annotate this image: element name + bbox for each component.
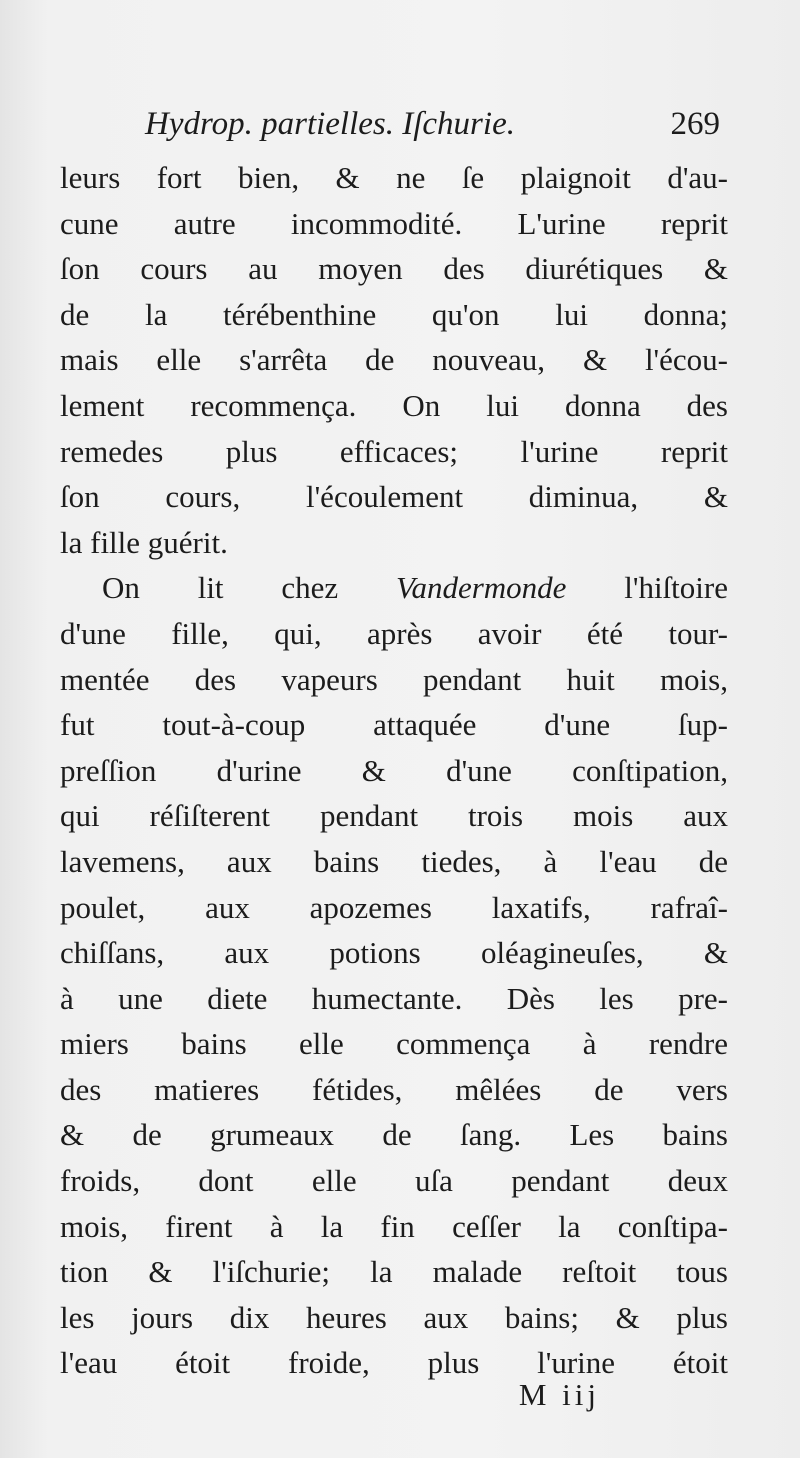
text-line: fut tout-à-coup attaquée d'une ſup- xyxy=(60,707,728,743)
text-line: à une diete humectante. Dès les pre- xyxy=(60,980,728,1016)
text-line: chiſſans, aux potions oléagineuſes, & xyxy=(60,935,728,971)
text-line: les jours dix heures aux bains; & plus xyxy=(60,1299,728,1335)
text-line: mois, firent à la fin ceſſer la conſtipa- xyxy=(60,1208,728,1244)
text-run: l'hiſtoire xyxy=(566,570,728,606)
author-name: Vandermonde xyxy=(395,570,567,606)
text-line: mais elle s'arrêta de nouveau, & l'écou- xyxy=(60,342,728,378)
text-line: lavemens, aux bains tiedes, à l'eau de xyxy=(60,843,728,879)
text-line: cune autre incommodité. L'urine reprit xyxy=(60,205,728,241)
text-line: qui réſiſterent pendant trois mois aux xyxy=(60,798,728,834)
text-line: de la térébenthine qu'on lui donna; xyxy=(60,296,728,332)
text-line: ſon cours au moyen des diurétiques & xyxy=(60,251,728,287)
text-line: ſon cours, l'écoulement diminua, & xyxy=(60,479,728,515)
text-line: leurs fort bien, & ne ſe plaignoit d'au- xyxy=(60,160,728,195)
text-line: & de grumeaux de ſang. Les bains xyxy=(60,1117,728,1153)
text-line: lement recommença. On lui donna des xyxy=(60,387,728,423)
text-run: On lit chez xyxy=(102,570,396,606)
text-line: miers bains elle commença à rendre xyxy=(60,1026,728,1062)
text-line: preſſion d'urine & d'une conſtipation, xyxy=(60,752,728,788)
text-line: d'une fille, qui, après avoir été tour- xyxy=(60,615,728,651)
text-line: mentée des vapeurs pendant huit mois, xyxy=(60,661,728,697)
text-line: des matieres fétides, mêlées de vers xyxy=(60,1071,728,1107)
signature-mark: M iij xyxy=(518,1377,600,1412)
paragraph-first-line xyxy=(60,565,728,611)
text-line: tion & l'iſchurie; la malade reſtoit tous xyxy=(60,1254,728,1290)
text-line: l'eau étoit froide, plus l'urine étoit xyxy=(60,1345,728,1381)
text-line: froids, dont elle uſa pendant deux xyxy=(60,1163,728,1199)
text-line: poulet, aux apozemes laxatifs, rafraî- xyxy=(60,889,728,925)
text-line: remedes plus efficaces; l'urine reprit xyxy=(60,433,728,469)
text-line: la fille guérit. xyxy=(60,524,228,560)
body-text xyxy=(60,155,728,1386)
running-title: Hydrop. partielles. Iſchurie. xyxy=(145,106,515,142)
running-head xyxy=(60,100,720,148)
page-number: 269 xyxy=(670,106,720,142)
